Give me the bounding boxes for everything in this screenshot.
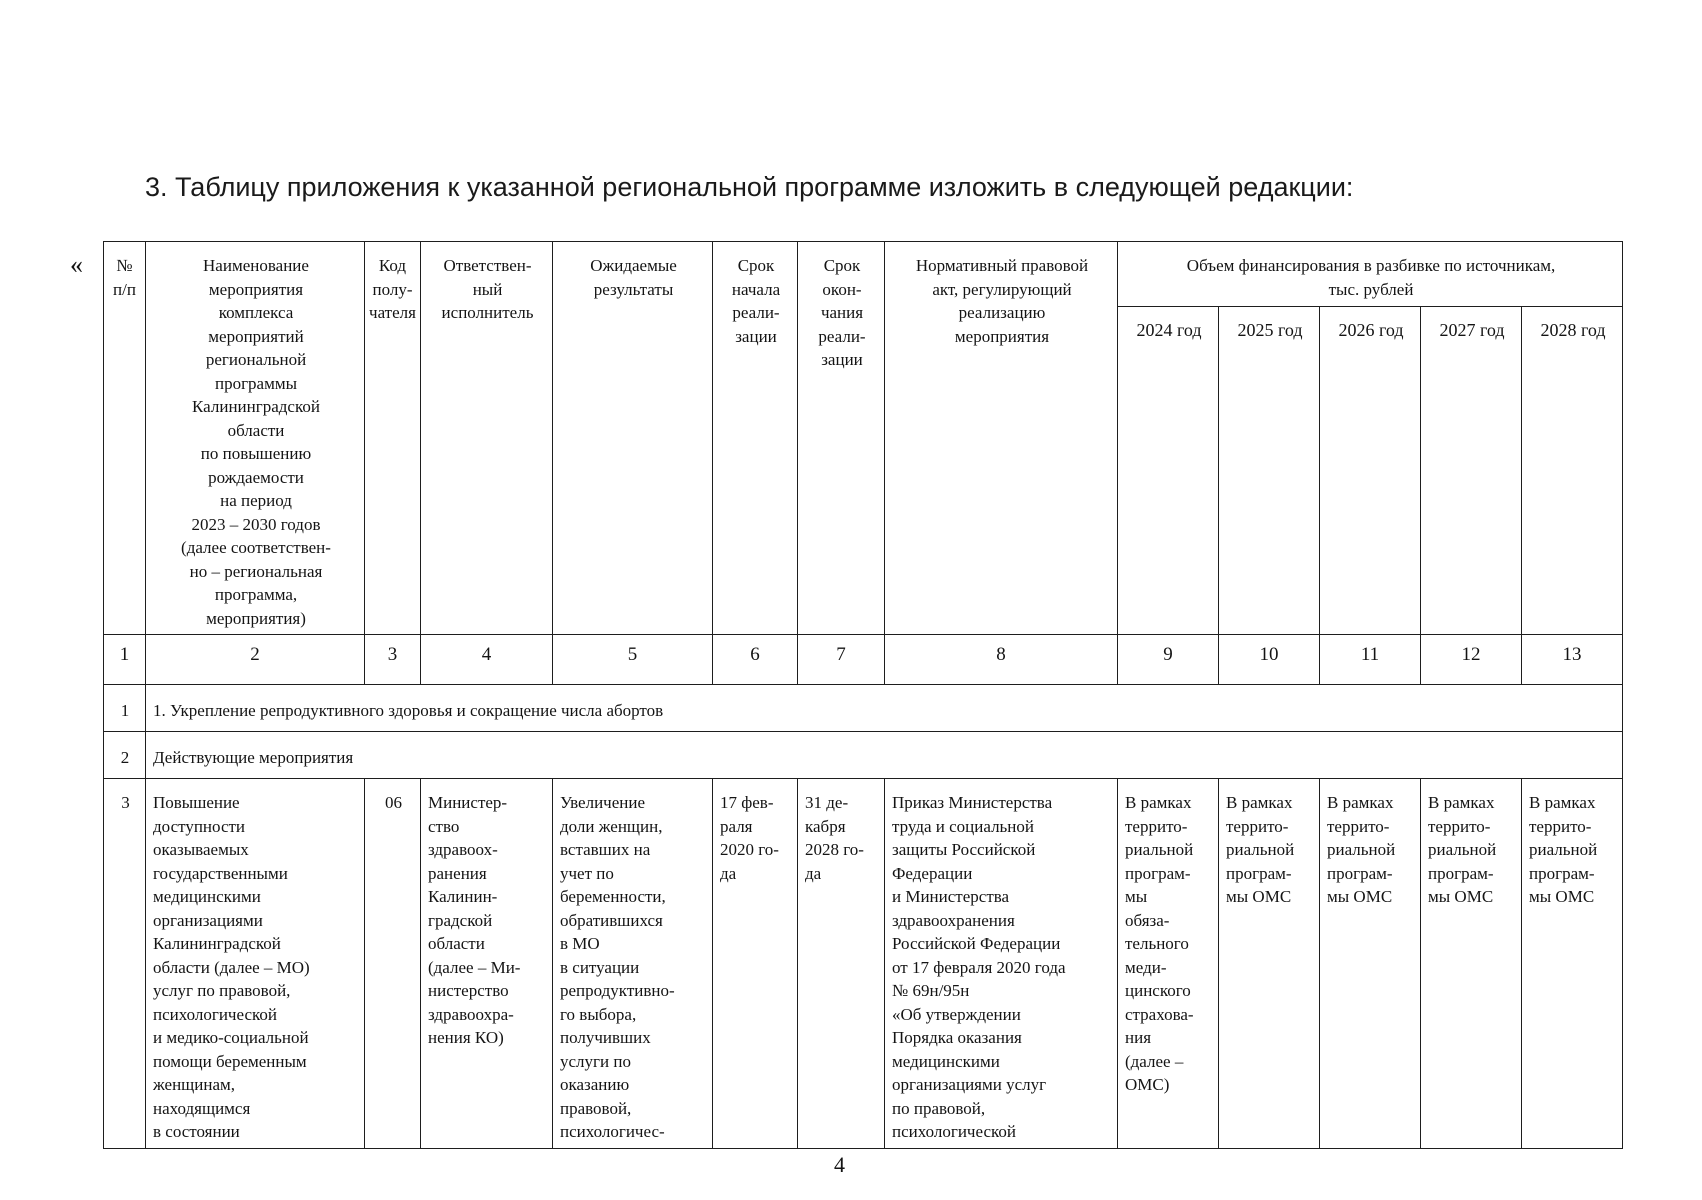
header-year-2024: 2024 год: [1118, 307, 1219, 635]
header-funding: Объем финансирования в разбивке по источникам, тыс. рублей: [1118, 242, 1623, 307]
header-year-2026: 2026 год: [1320, 307, 1421, 635]
funding-2024-cell: В рамках террито- риальной програм- мы обяза- тельного меди- цинского страхова- ния (далее – ОМС): [1118, 779, 1219, 1149]
column-number: 13: [1522, 635, 1623, 685]
column-number: 8: [885, 635, 1118, 685]
column-number: 3: [365, 635, 421, 685]
expected-results-cell: Увеличение доли женщин, вставших на учет по беременности, обратившихся в МО в ситуации репродуктивно- го выбора, получивших услуги по оказанию правовой, психологичес-: [553, 779, 713, 1149]
column-number: 10: [1219, 635, 1320, 685]
column-number-row: [104, 635, 1623, 685]
start-date-cell: 17 фев- раля 2020 го- да: [713, 779, 798, 1149]
table-row: [104, 779, 1623, 1149]
row-number: 3: [104, 779, 146, 1149]
end-date-cell: 31 де- кабря 2028 го- да: [798, 779, 885, 1149]
header-expected-results: Ожидаемые результаты: [553, 242, 713, 635]
column-number: 4: [421, 635, 553, 685]
header-start-date: Срок начала реали- зации: [713, 242, 798, 635]
recipient-code-cell: 06: [365, 779, 421, 1149]
header-executor: Ответствен- ный исполнитель: [421, 242, 553, 635]
header-end-date: Срок окон- чания реали- зации: [798, 242, 885, 635]
section-title: Действующие мероприятия: [146, 732, 1623, 779]
header-year-2027: 2027 год: [1421, 307, 1522, 635]
column-number: 12: [1421, 635, 1522, 685]
column-number: 5: [553, 635, 713, 685]
section-row: [104, 685, 1623, 732]
column-number: 9: [1118, 635, 1219, 685]
legal-act-cell: Приказ Министерства труда и социальной защиты Российской Федерации и Министерства здравоохранения Российской Федерации от 17 февраля 2020 года № 69н/95н «Об утверждении Порядка оказания медицинскими организациями услуг по правовой, психологической: [885, 779, 1118, 1149]
program-table: [103, 241, 1623, 1149]
column-number: 1: [104, 635, 146, 685]
header-activity-name: Наименование мероприятия комплекса мероприятий региональной программы Калининградской области по повышению рождаемости на период 2023 – 2030 годов (далее соответствен- но – региональная программа, мероприятия): [146, 242, 365, 635]
opening-quote-mark: «: [70, 250, 83, 279]
column-number: 6: [713, 635, 798, 685]
funding-2026-cell: В рамках террито- риальной програм- мы ОМС: [1320, 779, 1421, 1149]
header-year-2025: 2025 год: [1219, 307, 1320, 635]
section-row: [104, 732, 1623, 779]
row-number: 1: [104, 685, 146, 732]
executor-cell: Министер- ство здравоох- ранения Калинин- градской области (далее – Ми- нистерство здравоохра- нения КО): [421, 779, 553, 1149]
page-number: 4: [834, 1152, 845, 1177]
funding-2025-cell: В рамках террито- риальной програм- мы ОМС: [1219, 779, 1320, 1149]
section-title: 1. Укрепление репродуктивного здоровья и сокращение числа абортов: [146, 685, 1623, 732]
header-year-2028: 2028 год: [1522, 307, 1623, 635]
column-number: 11: [1320, 635, 1421, 685]
funding-2028-cell: В рамках террито- риальной програм- мы ОМС: [1522, 779, 1623, 1149]
header-legal-act: Нормативный правовой акт, регулирующий реализацию мероприятия: [885, 242, 1118, 635]
row-number: 2: [104, 732, 146, 779]
header-recipient-code: Код полу- чателя: [365, 242, 421, 635]
document-heading: 3. Таблицу приложения к указанной региональной программе изложить в следующей редакции:: [145, 172, 1354, 202]
funding-2027-cell: В рамках террито- риальной програм- мы ОМС: [1421, 779, 1522, 1149]
header-row: [104, 242, 1623, 307]
column-number: 2: [146, 635, 365, 685]
activity-name-cell: Повышение доступности оказываемых государственными медицинскими организациями Калининградской области (далее – МО) услуг по правовой, психологической и медико-социальной помощи беременным женщинам, находящимся в состоянии: [146, 779, 365, 1149]
column-number: 7: [798, 635, 885, 685]
header-number: № п/п: [104, 242, 146, 635]
